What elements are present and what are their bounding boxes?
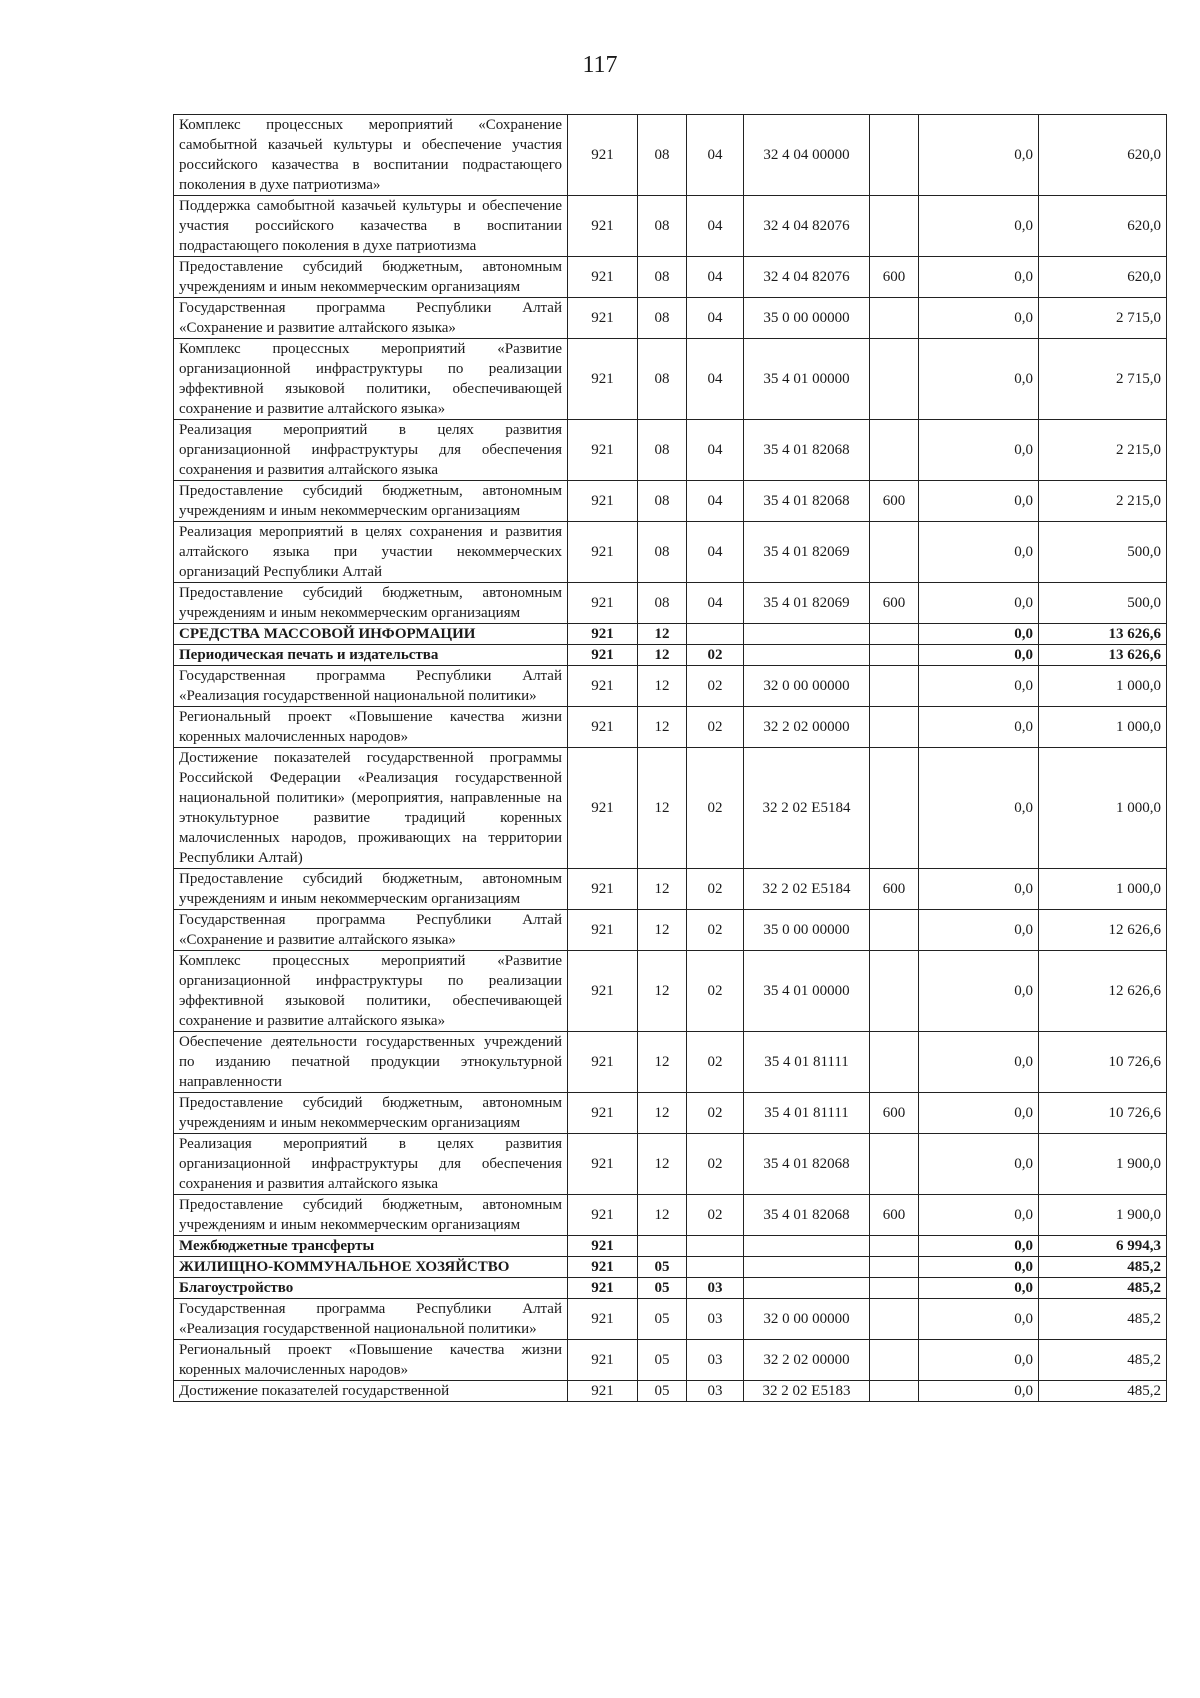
expense-type-code-cell [870,910,919,951]
row-name-cell: Предоставление субсидий бюджетным, автономным учреждениям и иным некоммерческим организациям [174,1093,568,1134]
expense-type-code-cell [870,298,919,339]
section-code-cell: 08 [638,583,687,624]
amount-cell: 0,0 [919,748,1039,869]
subsection-code-cell: 04 [687,522,744,583]
expense-type-code-cell [870,624,919,645]
amount-cell: 1 000,0 [1039,748,1167,869]
section-code-cell: 12 [638,645,687,666]
target-item-code-cell: 32 2 02 00000 [744,707,870,748]
amount-cell: 485,2 [1039,1257,1167,1278]
amount-cell: 620,0 [1039,196,1167,257]
subsection-code-cell: 02 [687,666,744,707]
amount-cell: 0,0 [919,1236,1039,1257]
target-item-code-cell: 35 0 00 00000 [744,910,870,951]
table-row [174,583,1167,624]
expense-type-code-cell [870,666,919,707]
table-row [174,257,1167,298]
subsection-code-cell: 02 [687,707,744,748]
section-code-cell: 08 [638,115,687,196]
budget-table [173,114,1167,1402]
amount-cell: 0,0 [919,298,1039,339]
target-item-code-cell: 35 4 01 82069 [744,583,870,624]
expense-type-code-cell [870,1257,919,1278]
amount-cell: 0,0 [919,1195,1039,1236]
section-code-cell: 12 [638,1134,687,1195]
amount-cell: 12 626,6 [1039,951,1167,1032]
target-item-code-cell: 32 2 02 E5184 [744,869,870,910]
section-code-cell: 05 [638,1299,687,1340]
subsection-code-cell: 02 [687,748,744,869]
amount-cell: 13 626,6 [1039,645,1167,666]
amount-cell: 6 994,3 [1039,1236,1167,1257]
subsection-code-cell: 03 [687,1340,744,1381]
subsection-code-cell: 04 [687,257,744,298]
row-name-cell: Реализация мероприятий в целях сохранения и развития алтайского языка при участии некоммерческих организаций Республики Алтай [174,522,568,583]
amount-cell: 0,0 [919,1032,1039,1093]
target-item-code-cell: 35 4 01 82068 [744,1195,870,1236]
target-item-code-cell: 35 4 01 81111 [744,1093,870,1134]
expense-type-code-cell: 600 [870,1093,919,1134]
ministry-code-cell: 921 [568,522,638,583]
subsection-code-cell: 04 [687,481,744,522]
amount-cell: 620,0 [1039,115,1167,196]
row-name-cell: Региональный проект «Повышение качества жизни коренных малочисленных народов» [174,1340,568,1381]
ministry-code-cell: 921 [568,666,638,707]
amount-cell: 0,0 [919,624,1039,645]
subsection-code-cell: 04 [687,298,744,339]
expense-type-code-cell [870,420,919,481]
ministry-code-cell: 921 [568,951,638,1032]
amount-cell: 2 715,0 [1039,339,1167,420]
ministry-code-cell: 921 [568,1340,638,1381]
expense-type-code-cell: 600 [870,481,919,522]
amount-cell: 0,0 [919,522,1039,583]
row-name-cell: Комплекс процессных мероприятий «Развитие организационной инфраструктуры по реализации эффективной языковой политики, обеспечивающей сохранение и развитие алтайского языка» [174,339,568,420]
table-row [174,666,1167,707]
amount-cell: 0,0 [919,1134,1039,1195]
table-row [174,196,1167,257]
section-code-cell: 05 [638,1257,687,1278]
amount-cell: 0,0 [919,481,1039,522]
subsection-code-cell: 04 [687,583,744,624]
row-name-cell: Поддержка самобытной казачьей культуры и обеспечение участия российского казачества в воспитании подрастающего поколения в духе патриотизма [174,196,568,257]
table-row [174,951,1167,1032]
section-code-cell: 08 [638,257,687,298]
ministry-code-cell: 921 [568,1257,638,1278]
table-row [174,1134,1167,1195]
amount-cell: 1 000,0 [1039,666,1167,707]
ministry-code-cell: 921 [568,707,638,748]
row-name-cell: СРЕДСТВА МАССОВОЙ ИНФОРМАЦИИ [174,624,568,645]
row-name-cell: Предоставление субсидий бюджетным, автономным учреждениям и иным некоммерческим организациям [174,481,568,522]
section-code-cell: 08 [638,481,687,522]
row-name-cell: Комплекс процессных мероприятий «Сохранение самобытной казачьей культуры и обеспечение участия российского казачества в воспитании подрастающего поколения в духе патриотизма» [174,115,568,196]
amount-cell: 1 000,0 [1039,869,1167,910]
subsection-code-cell: 02 [687,951,744,1032]
ministry-code-cell: 921 [568,339,638,420]
section-code-cell: 12 [638,666,687,707]
section-code-cell: 08 [638,298,687,339]
row-name-cell: Периодическая печать и издательства [174,645,568,666]
section-code-cell: 12 [638,910,687,951]
section-code-cell: 12 [638,869,687,910]
table-row [174,339,1167,420]
amount-cell: 485,2 [1039,1381,1167,1402]
amount-cell: 10 726,6 [1039,1093,1167,1134]
table-row [174,748,1167,869]
subsection-code-cell: 03 [687,1278,744,1299]
row-name-cell: Государственная программа Республики Алтай «Сохранение и развитие алтайского языка» [174,298,568,339]
amount-cell: 620,0 [1039,257,1167,298]
target-item-code-cell: 32 4 04 00000 [744,115,870,196]
amount-cell: 0,0 [919,1093,1039,1134]
amount-cell: 0,0 [919,1278,1039,1299]
expense-type-code-cell [870,707,919,748]
ministry-code-cell: 921 [568,869,638,910]
target-item-code-cell [744,1257,870,1278]
amount-cell: 1 900,0 [1039,1134,1167,1195]
ministry-code-cell: 921 [568,1134,638,1195]
table-row [174,1278,1167,1299]
amount-cell: 500,0 [1039,522,1167,583]
subsection-code-cell: 02 [687,1195,744,1236]
expense-type-code-cell [870,115,919,196]
ministry-code-cell: 921 [568,298,638,339]
row-name-cell: Достижение показателей государственной программы Российской Федерации «Реализация государственной национальной политики» (мероприятия, направленные на этнокультурное развитие традиций коренных малочисленных народов, проживающих на территории Республики Алтай) [174,748,568,869]
table-row [174,707,1167,748]
subsection-code-cell: 04 [687,115,744,196]
amount-cell: 0,0 [919,645,1039,666]
ministry-code-cell: 921 [568,1195,638,1236]
ministry-code-cell: 921 [568,748,638,869]
ministry-code-cell: 921 [568,910,638,951]
ministry-code-cell: 921 [568,1093,638,1134]
expense-type-code-cell: 600 [870,869,919,910]
subsection-code-cell: 04 [687,196,744,257]
table-row [174,420,1167,481]
row-name-cell: ЖИЛИЩНО-КОММУНАЛЬНОЕ ХОЗЯЙСТВО [174,1257,568,1278]
row-name-cell: Государственная программа Республики Алтай «Реализация государственной национальной политики» [174,666,568,707]
expense-type-code-cell [870,1032,919,1093]
expense-type-code-cell [870,748,919,869]
amount-cell: 10 726,6 [1039,1032,1167,1093]
table-row [174,115,1167,196]
amount-cell: 0,0 [919,707,1039,748]
expense-type-code-cell [870,1278,919,1299]
table-row [174,1093,1167,1134]
table-row [174,522,1167,583]
section-code-cell: 05 [638,1381,687,1402]
subsection-code-cell [687,1236,744,1257]
ministry-code-cell: 921 [568,645,638,666]
expense-type-code-cell [870,522,919,583]
target-item-code-cell: 32 2 02 E5183 [744,1381,870,1402]
target-item-code-cell: 35 0 00 00000 [744,298,870,339]
expense-type-code-cell [870,1134,919,1195]
amount-cell: 13 626,6 [1039,624,1167,645]
section-code-cell: 05 [638,1340,687,1381]
target-item-code-cell: 35 4 01 82068 [744,420,870,481]
target-item-code-cell: 35 4 01 81111 [744,1032,870,1093]
ministry-code-cell: 921 [568,481,638,522]
subsection-code-cell: 02 [687,1134,744,1195]
table-row [174,1195,1167,1236]
amount-cell: 0,0 [919,583,1039,624]
expense-type-code-cell: 600 [870,257,919,298]
target-item-code-cell: 32 0 00 00000 [744,1299,870,1340]
table-row [174,481,1167,522]
amount-cell: 0,0 [919,196,1039,257]
expense-type-code-cell: 600 [870,1195,919,1236]
ministry-code-cell: 921 [568,1381,638,1402]
target-item-code-cell: 35 4 01 00000 [744,951,870,1032]
amount-cell: 485,2 [1039,1299,1167,1340]
row-name-cell: Благоустройство [174,1278,568,1299]
table-row [174,1236,1167,1257]
amount-cell: 0,0 [919,1381,1039,1402]
subsection-code-cell: 04 [687,339,744,420]
section-code-cell: 08 [638,196,687,257]
ministry-code-cell: 921 [568,1236,638,1257]
amount-cell: 0,0 [919,420,1039,481]
row-name-cell: Комплекс процессных мероприятий «Развитие организационной инфраструктуры по реализации эффективной языковой политики, обеспечивающей сохранение и развитие алтайского языка» [174,951,568,1032]
row-name-cell: Предоставление субсидий бюджетным, автономным учреждениям и иным некоммерческим организациям [174,1195,568,1236]
table-row [174,1257,1167,1278]
target-item-code-cell: 35 4 01 82068 [744,481,870,522]
section-code-cell: 12 [638,624,687,645]
page-number: 117 [582,52,618,78]
expense-type-code-cell [870,1381,919,1402]
target-item-code-cell: 35 4 01 82068 [744,1134,870,1195]
target-item-code-cell: 35 4 01 00000 [744,339,870,420]
amount-cell: 0,0 [919,1257,1039,1278]
table-row [174,645,1167,666]
expense-type-code-cell [870,339,919,420]
amount-cell: 0,0 [919,869,1039,910]
table-row [174,624,1167,645]
expense-type-code-cell [870,1236,919,1257]
section-code-cell: 12 [638,707,687,748]
row-name-cell: Межбюджетные трансферты [174,1236,568,1257]
amount-cell: 2 215,0 [1039,420,1167,481]
section-code-cell: 12 [638,1195,687,1236]
amount-cell: 2 715,0 [1039,298,1167,339]
subsection-code-cell: 03 [687,1299,744,1340]
amount-cell: 12 626,6 [1039,910,1167,951]
target-item-code-cell [744,624,870,645]
row-name-cell: Достижение показателей государственной [174,1381,568,1402]
amount-cell: 2 215,0 [1039,481,1167,522]
subsection-code-cell: 02 [687,869,744,910]
target-item-code-cell: 32 0 00 00000 [744,666,870,707]
row-name-cell: Предоставление субсидий бюджетным, автономным учреждениям и иным некоммерческим организациям [174,257,568,298]
ministry-code-cell: 921 [568,196,638,257]
ministry-code-cell: 921 [568,420,638,481]
target-item-code-cell: 32 2 02 00000 [744,1340,870,1381]
subsection-code-cell: 04 [687,420,744,481]
section-code-cell: 12 [638,1093,687,1134]
amount-cell: 0,0 [919,666,1039,707]
target-item-code-cell: 32 2 02 E5184 [744,748,870,869]
subsection-code-cell: 02 [687,1032,744,1093]
subsection-code-cell [687,624,744,645]
amount-cell: 0,0 [919,1340,1039,1381]
table-row [174,298,1167,339]
target-item-code-cell [744,1278,870,1299]
target-item-code-cell [744,645,870,666]
ministry-code-cell: 921 [568,1299,638,1340]
amount-cell: 485,2 [1039,1278,1167,1299]
amount-cell: 0,0 [919,257,1039,298]
subsection-code-cell: 02 [687,1093,744,1134]
table-row [174,1340,1167,1381]
row-name-cell: Предоставление субсидий бюджетным, автономным учреждениям и иным некоммерческим организациям [174,583,568,624]
row-name-cell: Государственная программа Республики Алтай «Реализация государственной национальной политики» [174,1299,568,1340]
expense-type-code-cell [870,1340,919,1381]
amount-cell: 0,0 [919,910,1039,951]
section-code-cell: 12 [638,748,687,869]
table-row [174,910,1167,951]
target-item-code-cell: 32 4 04 82076 [744,196,870,257]
amount-cell: 500,0 [1039,583,1167,624]
section-code-cell [638,1236,687,1257]
row-name-cell: Государственная программа Республики Алтай «Сохранение и развитие алтайского языка» [174,910,568,951]
target-item-code-cell: 35 4 01 82069 [744,522,870,583]
table-row [174,1381,1167,1402]
table-row [174,1032,1167,1093]
section-code-cell: 12 [638,951,687,1032]
row-name-cell: Предоставление субсидий бюджетным, автономным учреждениям и иным некоммерческим организациям [174,869,568,910]
ministry-code-cell: 921 [568,1278,638,1299]
ministry-code-cell: 921 [568,115,638,196]
amount-cell: 0,0 [919,115,1039,196]
subsection-code-cell: 03 [687,1381,744,1402]
section-code-cell: 08 [638,420,687,481]
expense-type-code-cell: 600 [870,583,919,624]
section-code-cell: 12 [638,1032,687,1093]
ministry-code-cell: 921 [568,624,638,645]
subsection-code-cell: 02 [687,645,744,666]
amount-cell: 0,0 [919,339,1039,420]
amount-cell: 1 000,0 [1039,707,1167,748]
target-item-code-cell: 32 4 04 82076 [744,257,870,298]
target-item-code-cell [744,1236,870,1257]
expense-type-code-cell [870,1299,919,1340]
expense-type-code-cell [870,645,919,666]
section-code-cell: 05 [638,1278,687,1299]
amount-cell: 0,0 [919,951,1039,1032]
amount-cell: 485,2 [1039,1340,1167,1381]
ministry-code-cell: 921 [568,583,638,624]
amount-cell: 0,0 [919,1299,1039,1340]
table-row [174,1299,1167,1340]
table-row [174,869,1167,910]
subsection-code-cell [687,1257,744,1278]
row-name-cell: Обеспечение деятельности государственных учреждений по изданию печатной продукции этнокультурной направленности [174,1032,568,1093]
row-name-cell: Региональный проект «Повышение качества жизни коренных малочисленных народов» [174,707,568,748]
expense-type-code-cell [870,951,919,1032]
row-name-cell: Реализация мероприятий в целях развития организационной инфраструктуры для обеспечения сохранения и развития алтайского языка [174,420,568,481]
section-code-cell: 08 [638,339,687,420]
amount-cell: 1 900,0 [1039,1195,1167,1236]
subsection-code-cell: 02 [687,910,744,951]
section-code-cell: 08 [638,522,687,583]
expense-type-code-cell [870,196,919,257]
ministry-code-cell: 921 [568,257,638,298]
ministry-code-cell: 921 [568,1032,638,1093]
table-body [174,115,1167,1402]
row-name-cell: Реализация мероприятий в целях развития организационной инфраструктуры для обеспечения сохранения и развития алтайского языка [174,1134,568,1195]
